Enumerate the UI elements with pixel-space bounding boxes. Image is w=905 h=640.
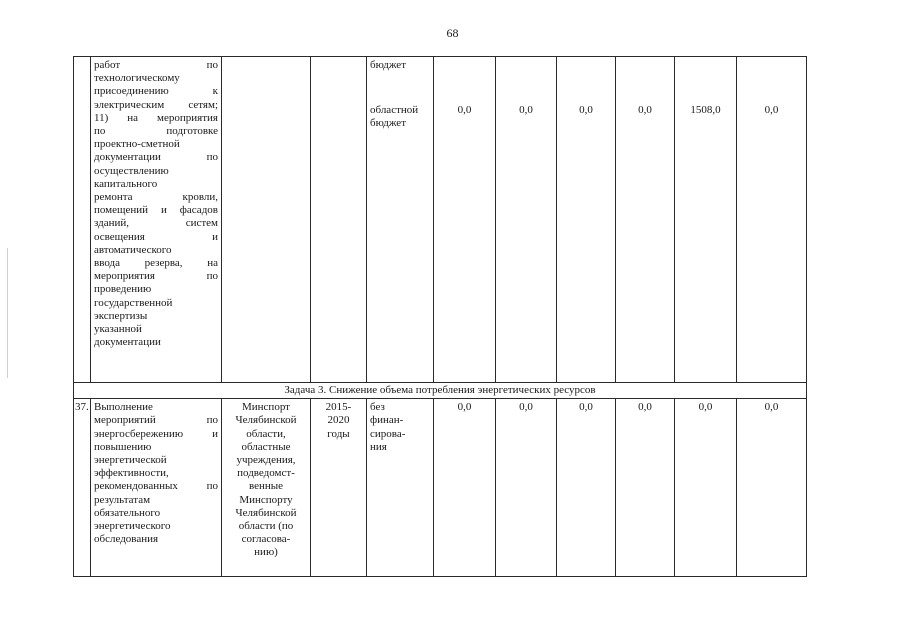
measure-name-line: осуществлению (94, 164, 169, 177)
table-row-continued (74, 57, 807, 383)
value: 0,0 (579, 104, 593, 116)
funding-source-line: финан- (370, 414, 404, 427)
measure-name-line: помещений и фасадов (94, 204, 218, 217)
measure-name-line: освещения и (94, 230, 218, 243)
executor-line: Челябинской (235, 414, 297, 427)
measure-name-line: ремонта кровли, (94, 191, 218, 204)
program-table (73, 56, 807, 577)
executor-line: областные (241, 440, 291, 453)
value-cell: 0,0 (496, 399, 557, 577)
measure-name-line: рекомендованных по (94, 480, 218, 493)
measure-name-line: энергосбережению и (94, 427, 218, 440)
executor-cell (222, 57, 311, 383)
term-cell (311, 399, 367, 577)
measure-name-line: обследования (94, 533, 159, 546)
measure-name-line: повышению (94, 440, 152, 453)
value: 0,0 (457, 104, 472, 116)
executor-line: области, (246, 427, 286, 440)
executor-line: Минспорту (239, 493, 293, 506)
value-cell: 0,0 (434, 399, 496, 577)
measure-name-line: проектно-сметной (94, 138, 180, 151)
executor-line: области (по (238, 520, 294, 533)
value-cell (557, 57, 616, 383)
row-number-cell (74, 57, 91, 383)
measure-name-line: по подготовке (94, 125, 218, 138)
value-cell (675, 57, 737, 383)
measure-name-line: обязательного (94, 506, 161, 519)
measure-name-line: энергетической (94, 454, 167, 467)
value-cell (434, 57, 496, 383)
term-line: 2015- (325, 401, 352, 414)
funding-source-line: ния (370, 440, 387, 453)
funding-source-line: без (370, 401, 385, 414)
measure-name-line: ввода резерва, на (94, 257, 218, 270)
task-header: Задача 3. Снижение объема потребления энергетических ресурсов (74, 383, 807, 399)
executor-line: подведомст- (237, 467, 295, 480)
funding-source-line: бюджет (370, 117, 406, 130)
measure-name-line: экспертизы (94, 309, 148, 322)
row-number-cell: 37. (74, 399, 91, 577)
executor-line: Минспорт (242, 401, 290, 414)
measure-name-line: результатам (94, 493, 151, 506)
value: 0,0 (764, 104, 779, 116)
measure-name-line: 11) на мероприятия (94, 111, 218, 124)
value-cell (496, 57, 557, 383)
value-cell (616, 57, 675, 383)
measure-name-line: мероприятия по (94, 270, 218, 283)
measure-name-line: технологическому (94, 72, 180, 85)
measure-name-line: документации по (94, 151, 218, 164)
measure-name-line: капитального (94, 177, 158, 190)
measure-name-line: работ по (94, 59, 218, 71)
executor-line: учреждения, (236, 454, 296, 467)
measure-name-line: автоматического (94, 243, 172, 256)
value-cell: 0,0 (675, 399, 737, 577)
value: 0,0 (519, 104, 533, 116)
measure-name-line: указанной (94, 323, 142, 336)
executor-cell (222, 399, 311, 577)
scan-artifact-line (7, 248, 8, 378)
measure-name-line: эффективности, (94, 467, 169, 480)
executor-line: нию) (254, 546, 278, 559)
measure-name-line: зданий, систем (94, 217, 218, 230)
value-cell: 0,0 (557, 399, 616, 577)
task-header-row (74, 383, 807, 399)
measure-name-line: присоединению к (94, 85, 218, 98)
executor-line: согласова- (241, 533, 291, 546)
table-row-37 (74, 399, 807, 577)
executor-line: венные (248, 480, 284, 493)
measure-name-line: электрическим сетям; (94, 98, 218, 111)
measure-name-line: Выполнение (94, 401, 153, 414)
term-line: 2020 (327, 414, 350, 427)
value-cell (737, 57, 807, 383)
measure-name-cell (91, 399, 222, 577)
measure-name-line: государственной (94, 296, 173, 309)
funding-source-cell (367, 399, 434, 577)
page-number: 68 (446, 26, 459, 40)
funding-source-line: сирова- (370, 427, 406, 440)
value: 1508,0 (690, 104, 721, 116)
executor-line: Челябинской (235, 506, 297, 519)
measure-name-cell (91, 57, 222, 383)
measure-name-line: энергетического (94, 520, 171, 533)
term-line: годы (327, 427, 350, 440)
value: 0,0 (638, 104, 652, 116)
value-cell: 0,0 (616, 399, 675, 577)
measure-name-line: проведению (94, 283, 152, 296)
term-cell (311, 57, 367, 383)
value-cell: 0,0 (737, 399, 807, 577)
funding-source-cell (367, 57, 434, 383)
measure-name-line: документации (94, 336, 161, 349)
funding-source-line: областной (370, 104, 419, 117)
measure-name-line: мероприятий по (94, 414, 218, 427)
funding-source-top: бюджет (370, 59, 406, 71)
